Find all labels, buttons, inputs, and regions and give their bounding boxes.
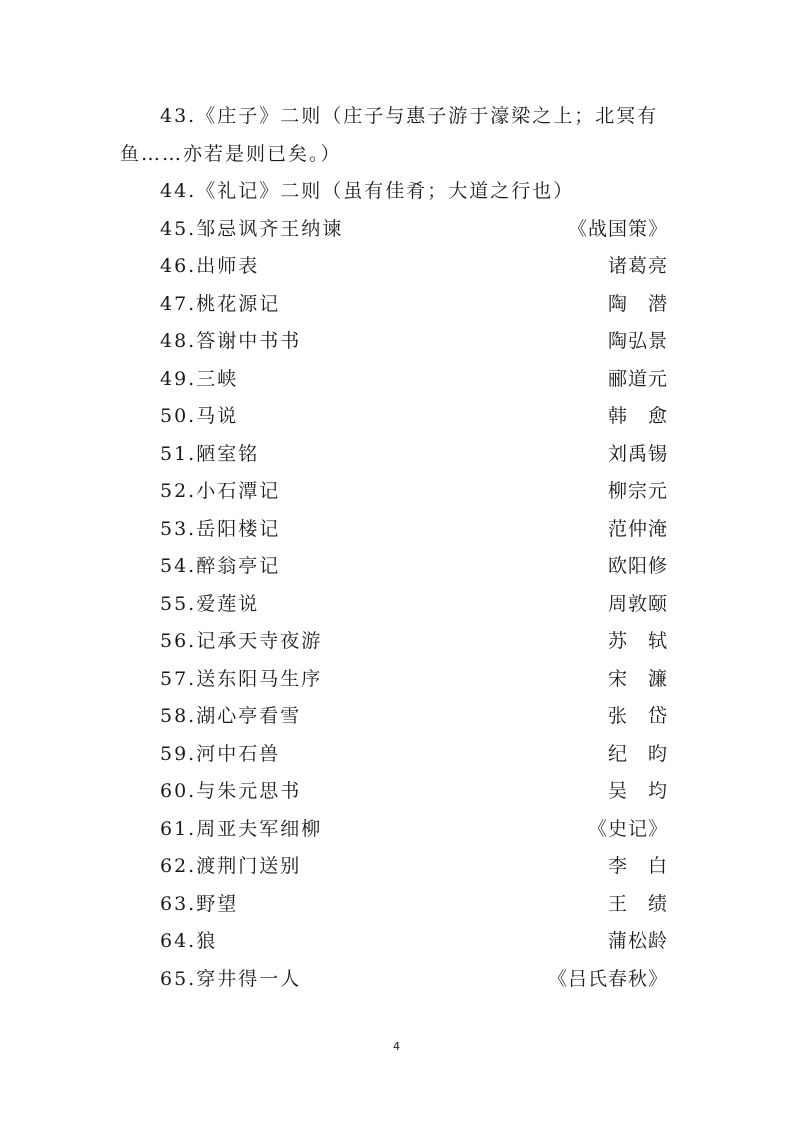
list-item	[120, 323, 668, 361]
entry-title: 56.记承天寺夜游	[160, 630, 323, 652]
list-item	[120, 698, 668, 736]
list-item	[120, 848, 668, 886]
entry-author: 范仲淹	[607, 517, 668, 540]
entry-title: 48.答谢中书书	[160, 330, 302, 352]
entry-title: 53.岳阳楼记	[160, 517, 281, 540]
entry-author: 欧阳修	[607, 555, 668, 577]
list-item	[120, 361, 668, 399]
list-item	[120, 586, 668, 624]
entry-title: 62.渡荆门送别	[160, 855, 302, 877]
list-item	[120, 961, 668, 999]
page-content	[120, 98, 668, 998]
entry-author: 苏 轼	[607, 630, 668, 652]
list-item	[120, 548, 668, 586]
entry-title: 58.湖心亭看雪	[160, 705, 302, 727]
entry-author: 吴 均	[607, 780, 668, 802]
entry-author: 张 岱	[607, 705, 668, 727]
entry-title: 57.送东阳马生序	[160, 667, 323, 690]
entry-author: 韩 愈	[607, 405, 668, 427]
entry-author: 王 绩	[607, 892, 668, 915]
entry-title: 51.陋室铭	[160, 442, 260, 465]
entry-author: 李 白	[607, 855, 668, 877]
entry-author: 陶弘景	[607, 330, 668, 352]
list-item	[120, 773, 668, 811]
entry-author: 诸葛亮	[607, 255, 668, 277]
list-item	[120, 211, 668, 249]
entry-title: 55.爱莲说	[160, 592, 260, 615]
list-item	[120, 286, 668, 324]
list-item	[120, 511, 668, 549]
entry-title: 65.穿井得一人	[160, 967, 302, 990]
entry-author: 《史记》	[587, 817, 668, 840]
paragraph-zhuangzi: 43.《庄子》二则（庄子与惠子游于濠梁之上；北冥有鱼……亦若是则已矣。）	[120, 105, 659, 165]
list-item	[120, 886, 668, 924]
list-item	[120, 248, 668, 286]
entry-title: 54.醉翁亭记	[160, 555, 281, 577]
entry-title: 63.野望	[160, 892, 239, 915]
list-item	[120, 473, 668, 511]
entry-author: 郦道元	[607, 367, 668, 390]
entry-title: 60.与朱元思书	[160, 780, 302, 802]
entry-title: 61.周亚夫军细柳	[160, 817, 323, 840]
entry-author: 宋 濂	[607, 667, 668, 690]
entry-author: 《战国策》	[567, 217, 668, 240]
list-item	[120, 811, 668, 849]
list-item	[120, 623, 668, 661]
entry-title: 52.小石潭记	[160, 480, 281, 502]
entry-title: 46.出师表	[160, 255, 260, 277]
entry-title: 64.狼	[160, 930, 218, 952]
entry-author: 周敦颐	[607, 592, 668, 615]
list-item	[120, 436, 668, 474]
entry-author: 刘禹锡	[607, 442, 668, 465]
entry-title: 59.河中石兽	[160, 742, 281, 765]
paragraph-liji: 44.《礼记》二则（虽有佳肴；大道之行也）	[160, 180, 575, 202]
entry-title: 49.三峡	[160, 367, 239, 390]
entry-author: 《吕氏春秋》	[547, 967, 668, 990]
list-item	[120, 736, 668, 774]
entry-title: 47.桃花源记	[160, 292, 281, 315]
entry-author: 陶 潜	[607, 292, 668, 315]
entry-author: 蒲松龄	[607, 930, 668, 952]
page-number: 4	[393, 1040, 400, 1053]
list-item	[120, 923, 668, 961]
entry-author: 柳宗元	[607, 480, 668, 502]
entry-title: 50.马说	[160, 405, 239, 427]
list-item	[120, 661, 668, 699]
entry-title: 45.邹忌讽齐王纳谏	[160, 217, 344, 240]
entry-author: 纪 昀	[607, 742, 668, 765]
list-item	[120, 398, 668, 436]
